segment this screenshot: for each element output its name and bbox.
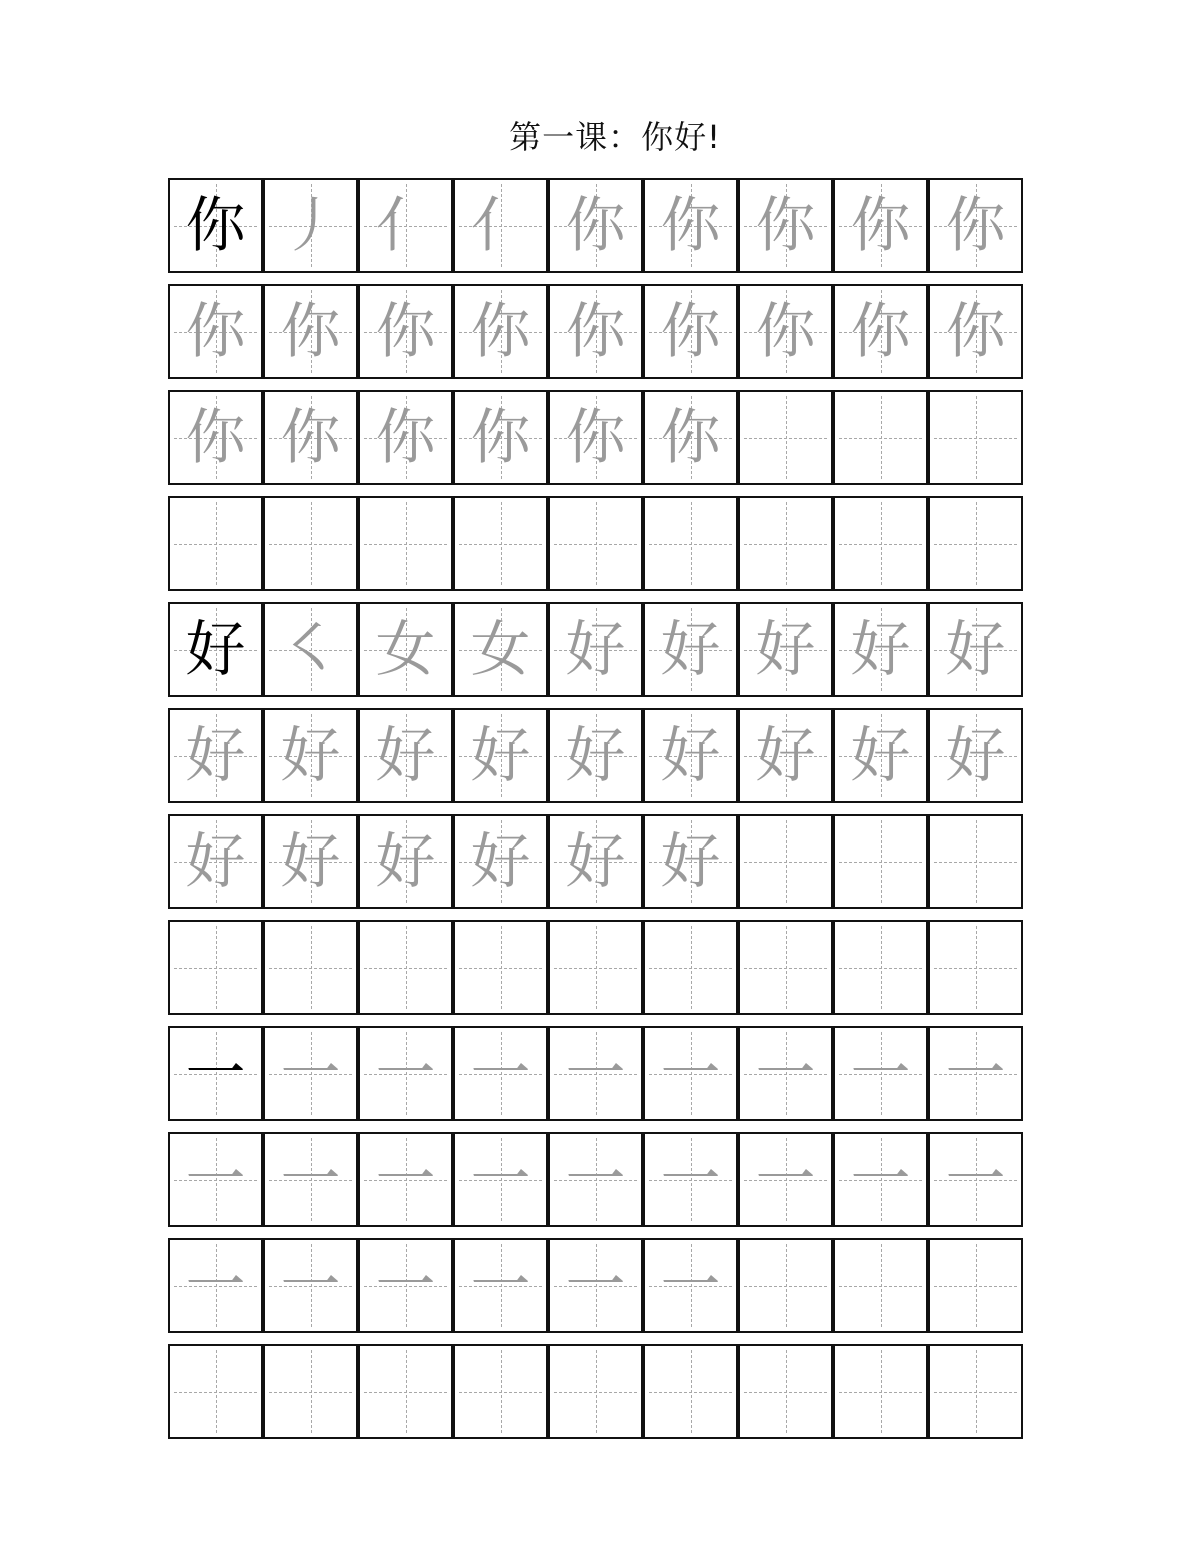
guide-line-vertical bbox=[786, 1350, 787, 1433]
trace-character-cell bbox=[263, 1238, 358, 1333]
trace-character-cell bbox=[643, 1132, 738, 1227]
trace-character: 一 bbox=[660, 1038, 721, 1109]
practice-row bbox=[168, 496, 1022, 591]
guide-line-vertical bbox=[596, 502, 597, 585]
guide-line-vertical bbox=[501, 926, 502, 1009]
trace-character: 你 bbox=[280, 296, 341, 367]
trace-character: 一 bbox=[850, 1038, 911, 1109]
guide-line-vertical bbox=[311, 1350, 312, 1433]
trace-character: 一 bbox=[660, 1250, 721, 1321]
guide-line-vertical bbox=[976, 820, 977, 903]
trace-character: 女 bbox=[470, 614, 531, 685]
trace-character: 一 bbox=[945, 1038, 1006, 1109]
practice-row bbox=[168, 708, 1022, 803]
trace-character: 一 bbox=[375, 1038, 436, 1109]
practice-row bbox=[168, 1026, 1022, 1121]
trace-character: 你 bbox=[945, 190, 1006, 261]
trace-character-cell bbox=[168, 284, 263, 379]
trace-character-cell bbox=[548, 1132, 643, 1227]
trace-character: 你 bbox=[470, 296, 531, 367]
trace-character: 好 bbox=[185, 826, 246, 897]
trace-character-cell bbox=[548, 178, 643, 273]
empty-practice-cell bbox=[738, 496, 833, 591]
trace-character: 女 bbox=[375, 614, 436, 685]
trace-character-cell bbox=[548, 284, 643, 379]
guide-line-vertical bbox=[786, 820, 787, 903]
trace-character-cell bbox=[928, 178, 1023, 273]
empty-practice-cell bbox=[738, 1238, 833, 1333]
trace-character: 你 bbox=[280, 402, 341, 473]
guide-line-vertical bbox=[976, 396, 977, 479]
guide-line-vertical bbox=[976, 1350, 977, 1433]
trace-character-cell bbox=[168, 814, 263, 909]
trace-character: 你 bbox=[660, 402, 721, 473]
guide-line-vertical bbox=[786, 1244, 787, 1327]
guide-line-vertical bbox=[311, 502, 312, 585]
empty-practice-cell bbox=[643, 920, 738, 1015]
trace-character-cell bbox=[263, 390, 358, 485]
empty-practice-cell bbox=[738, 920, 833, 1015]
trace-character: 你 bbox=[375, 402, 436, 473]
trace-character: 一 bbox=[470, 1038, 531, 1109]
trace-character-cell bbox=[928, 602, 1023, 697]
trace-character-cell bbox=[358, 1026, 453, 1121]
trace-character: 你 bbox=[850, 296, 911, 367]
empty-practice-cell bbox=[358, 496, 453, 591]
trace-character: 一 bbox=[375, 1250, 436, 1321]
trace-character-cell bbox=[643, 284, 738, 379]
trace-character: 一 bbox=[565, 1250, 626, 1321]
trace-character: 你 bbox=[945, 296, 1006, 367]
guide-line-vertical bbox=[881, 926, 882, 1009]
trace-character-cell bbox=[358, 284, 453, 379]
trace-character-cell bbox=[263, 284, 358, 379]
empty-practice-cell bbox=[358, 920, 453, 1015]
trace-character: 好 bbox=[470, 720, 531, 791]
empty-practice-cell bbox=[453, 496, 548, 591]
trace-character-cell bbox=[263, 1026, 358, 1121]
trace-character: 好 bbox=[755, 614, 816, 685]
trace-character-cell bbox=[738, 1132, 833, 1227]
trace-character-cell bbox=[643, 390, 738, 485]
empty-practice-cell bbox=[168, 1344, 263, 1439]
empty-practice-cell bbox=[168, 920, 263, 1015]
trace-character: 一 bbox=[375, 1144, 436, 1215]
guide-line-vertical bbox=[881, 820, 882, 903]
trace-character: 一 bbox=[755, 1038, 816, 1109]
guide-line-vertical bbox=[311, 926, 312, 1009]
trace-character-cell bbox=[928, 708, 1023, 803]
trace-character-cell bbox=[643, 1238, 738, 1333]
trace-character-cell bbox=[263, 602, 358, 697]
trace-character: 好 bbox=[945, 614, 1006, 685]
trace-character-cell bbox=[928, 1132, 1023, 1227]
trace-character: 好 bbox=[660, 614, 721, 685]
trace-character: 一 bbox=[280, 1038, 341, 1109]
trace-character: 好 bbox=[185, 720, 246, 791]
model-character-cell bbox=[168, 178, 263, 273]
trace-character-cell bbox=[548, 708, 643, 803]
guide-line-vertical bbox=[406, 502, 407, 585]
guide-line-vertical bbox=[976, 1244, 977, 1327]
trace-character-cell bbox=[453, 602, 548, 697]
guide-line-vertical bbox=[501, 502, 502, 585]
guide-line-vertical bbox=[976, 502, 977, 585]
trace-character-cell bbox=[263, 814, 358, 909]
guide-line-vertical bbox=[691, 1350, 692, 1433]
trace-character: ㇛ bbox=[280, 614, 341, 685]
trace-character: 一 bbox=[755, 1144, 816, 1215]
trace-character: 好 bbox=[375, 826, 436, 897]
trace-character-cell bbox=[643, 708, 738, 803]
guide-line-vertical bbox=[786, 502, 787, 585]
guide-line-vertical bbox=[596, 1350, 597, 1433]
trace-character-cell bbox=[453, 814, 548, 909]
trace-character-cell bbox=[643, 814, 738, 909]
trace-character-cell bbox=[358, 390, 453, 485]
trace-character: 好 bbox=[945, 720, 1006, 791]
empty-practice-cell bbox=[453, 920, 548, 1015]
guide-line-vertical bbox=[881, 502, 882, 585]
trace-character-cell bbox=[168, 1238, 263, 1333]
trace-character: 你 bbox=[755, 296, 816, 367]
empty-practice-cell bbox=[453, 1344, 548, 1439]
trace-character-cell bbox=[358, 1132, 453, 1227]
guide-line-vertical bbox=[881, 1350, 882, 1433]
guide-line-vertical bbox=[786, 396, 787, 479]
trace-character: 好 bbox=[850, 720, 911, 791]
trace-character-cell bbox=[358, 602, 453, 697]
trace-character-cell bbox=[643, 602, 738, 697]
trace-character-cell bbox=[263, 178, 358, 273]
empty-practice-cell bbox=[833, 814, 928, 909]
guide-line-vertical bbox=[881, 396, 882, 479]
practice-grid bbox=[168, 178, 1022, 1450]
trace-character: 好 bbox=[850, 614, 911, 685]
model-character-cell bbox=[168, 1026, 263, 1121]
guide-line-vertical bbox=[406, 926, 407, 1009]
trace-character-cell bbox=[833, 1026, 928, 1121]
trace-character: 你 bbox=[565, 402, 626, 473]
empty-practice-cell bbox=[928, 814, 1023, 909]
model-character: 好 bbox=[185, 614, 246, 685]
trace-character-cell bbox=[928, 284, 1023, 379]
empty-practice-cell bbox=[548, 920, 643, 1015]
trace-character-cell bbox=[453, 1132, 548, 1227]
empty-practice-cell bbox=[928, 1238, 1023, 1333]
empty-practice-cell bbox=[548, 496, 643, 591]
trace-character-cell bbox=[738, 178, 833, 273]
trace-character: 你 bbox=[470, 402, 531, 473]
trace-character-cell bbox=[168, 390, 263, 485]
trace-character: 一 bbox=[565, 1038, 626, 1109]
trace-character-cell bbox=[453, 390, 548, 485]
trace-character-cell bbox=[738, 1026, 833, 1121]
trace-character: 好 bbox=[660, 720, 721, 791]
trace-character: 你 bbox=[185, 402, 246, 473]
empty-practice-cell bbox=[263, 496, 358, 591]
empty-practice-cell bbox=[738, 390, 833, 485]
trace-character-cell bbox=[453, 178, 548, 273]
trace-character-cell bbox=[738, 708, 833, 803]
trace-character: 好 bbox=[565, 826, 626, 897]
practice-row bbox=[168, 1238, 1022, 1333]
trace-character: 一 bbox=[280, 1144, 341, 1215]
guide-line-vertical bbox=[216, 1350, 217, 1433]
trace-character: 好 bbox=[280, 826, 341, 897]
trace-character-cell bbox=[643, 1026, 738, 1121]
guide-line-vertical bbox=[501, 1350, 502, 1433]
empty-practice-cell bbox=[738, 1344, 833, 1439]
trace-character-cell bbox=[263, 708, 358, 803]
trace-character: 一 bbox=[945, 1144, 1006, 1215]
trace-character: 一 bbox=[565, 1144, 626, 1215]
empty-practice-cell bbox=[738, 814, 833, 909]
practice-row bbox=[168, 390, 1022, 485]
empty-practice-cell bbox=[833, 920, 928, 1015]
trace-character: 你 bbox=[375, 296, 436, 367]
trace-character-cell bbox=[548, 1238, 643, 1333]
trace-character-cell bbox=[928, 1026, 1023, 1121]
trace-character-cell bbox=[833, 1132, 928, 1227]
trace-character: 你 bbox=[660, 190, 721, 261]
practice-row bbox=[168, 602, 1022, 697]
trace-character-cell bbox=[548, 1026, 643, 1121]
trace-character: 一 bbox=[660, 1144, 721, 1215]
model-character: 一 bbox=[185, 1038, 246, 1109]
trace-character-cell bbox=[833, 602, 928, 697]
trace-character: 你 bbox=[565, 190, 626, 261]
trace-character-cell bbox=[358, 1238, 453, 1333]
trace-character-cell bbox=[453, 284, 548, 379]
trace-character: 你 bbox=[660, 296, 721, 367]
trace-character: 好 bbox=[470, 826, 531, 897]
trace-character: 一 bbox=[470, 1250, 531, 1321]
trace-character: 你 bbox=[850, 190, 911, 261]
practice-row bbox=[168, 284, 1022, 379]
trace-character: 一 bbox=[470, 1144, 531, 1215]
trace-character: 一 bbox=[185, 1250, 246, 1321]
page-title: 第一课：你好! bbox=[509, 118, 721, 156]
practice-row bbox=[168, 1344, 1022, 1439]
trace-character: 一 bbox=[280, 1250, 341, 1321]
trace-character-cell bbox=[358, 708, 453, 803]
guide-line-vertical bbox=[881, 1244, 882, 1327]
guide-line-vertical bbox=[216, 926, 217, 1009]
empty-practice-cell bbox=[643, 496, 738, 591]
empty-practice-cell bbox=[833, 1344, 928, 1439]
trace-character: 好 bbox=[280, 720, 341, 791]
trace-character: 好 bbox=[375, 720, 436, 791]
model-character: 你 bbox=[185, 190, 246, 261]
trace-character: 一 bbox=[185, 1144, 246, 1215]
practice-row bbox=[168, 178, 1022, 273]
trace-character-cell bbox=[833, 178, 928, 273]
trace-character-cell bbox=[453, 1026, 548, 1121]
empty-practice-cell bbox=[643, 1344, 738, 1439]
empty-practice-cell bbox=[928, 390, 1023, 485]
guide-line-vertical bbox=[976, 926, 977, 1009]
empty-practice-cell bbox=[833, 1238, 928, 1333]
empty-practice-cell bbox=[168, 496, 263, 591]
trace-character-cell bbox=[168, 708, 263, 803]
trace-character: 好 bbox=[660, 826, 721, 897]
empty-practice-cell bbox=[833, 496, 928, 591]
empty-practice-cell bbox=[928, 1344, 1023, 1439]
practice-row bbox=[168, 814, 1022, 909]
empty-practice-cell bbox=[263, 1344, 358, 1439]
empty-practice-cell bbox=[833, 390, 928, 485]
trace-character-cell bbox=[548, 602, 643, 697]
trace-character: 亻 bbox=[375, 190, 436, 261]
trace-character-cell bbox=[453, 1238, 548, 1333]
trace-character: 丿 bbox=[280, 190, 341, 261]
trace-character: 好 bbox=[755, 720, 816, 791]
trace-character: 好 bbox=[565, 720, 626, 791]
trace-character-cell bbox=[548, 390, 643, 485]
model-character-cell bbox=[168, 602, 263, 697]
trace-character-cell bbox=[738, 284, 833, 379]
trace-character-cell bbox=[358, 814, 453, 909]
trace-character-cell bbox=[453, 708, 548, 803]
guide-line-vertical bbox=[691, 926, 692, 1009]
practice-row bbox=[168, 920, 1022, 1015]
trace-character-cell bbox=[738, 602, 833, 697]
empty-practice-cell bbox=[928, 496, 1023, 591]
trace-character: 你 bbox=[755, 190, 816, 261]
trace-character-cell bbox=[833, 284, 928, 379]
trace-character: 亻 bbox=[470, 190, 531, 261]
trace-character-cell bbox=[833, 708, 928, 803]
guide-line-vertical bbox=[406, 1350, 407, 1433]
empty-practice-cell bbox=[928, 920, 1023, 1015]
trace-character: 好 bbox=[565, 614, 626, 685]
practice-row bbox=[168, 1132, 1022, 1227]
trace-character: 你 bbox=[185, 296, 246, 367]
trace-character-cell bbox=[263, 1132, 358, 1227]
guide-line-vertical bbox=[691, 502, 692, 585]
empty-practice-cell bbox=[358, 1344, 453, 1439]
guide-line-vertical bbox=[786, 926, 787, 1009]
guide-line-vertical bbox=[596, 926, 597, 1009]
trace-character-cell bbox=[643, 178, 738, 273]
guide-line-vertical bbox=[216, 502, 217, 585]
trace-character: 你 bbox=[565, 296, 626, 367]
trace-character-cell bbox=[168, 1132, 263, 1227]
trace-character: 一 bbox=[850, 1144, 911, 1215]
trace-character-cell bbox=[358, 178, 453, 273]
empty-practice-cell bbox=[263, 920, 358, 1015]
trace-character-cell bbox=[548, 814, 643, 909]
empty-practice-cell bbox=[548, 1344, 643, 1439]
